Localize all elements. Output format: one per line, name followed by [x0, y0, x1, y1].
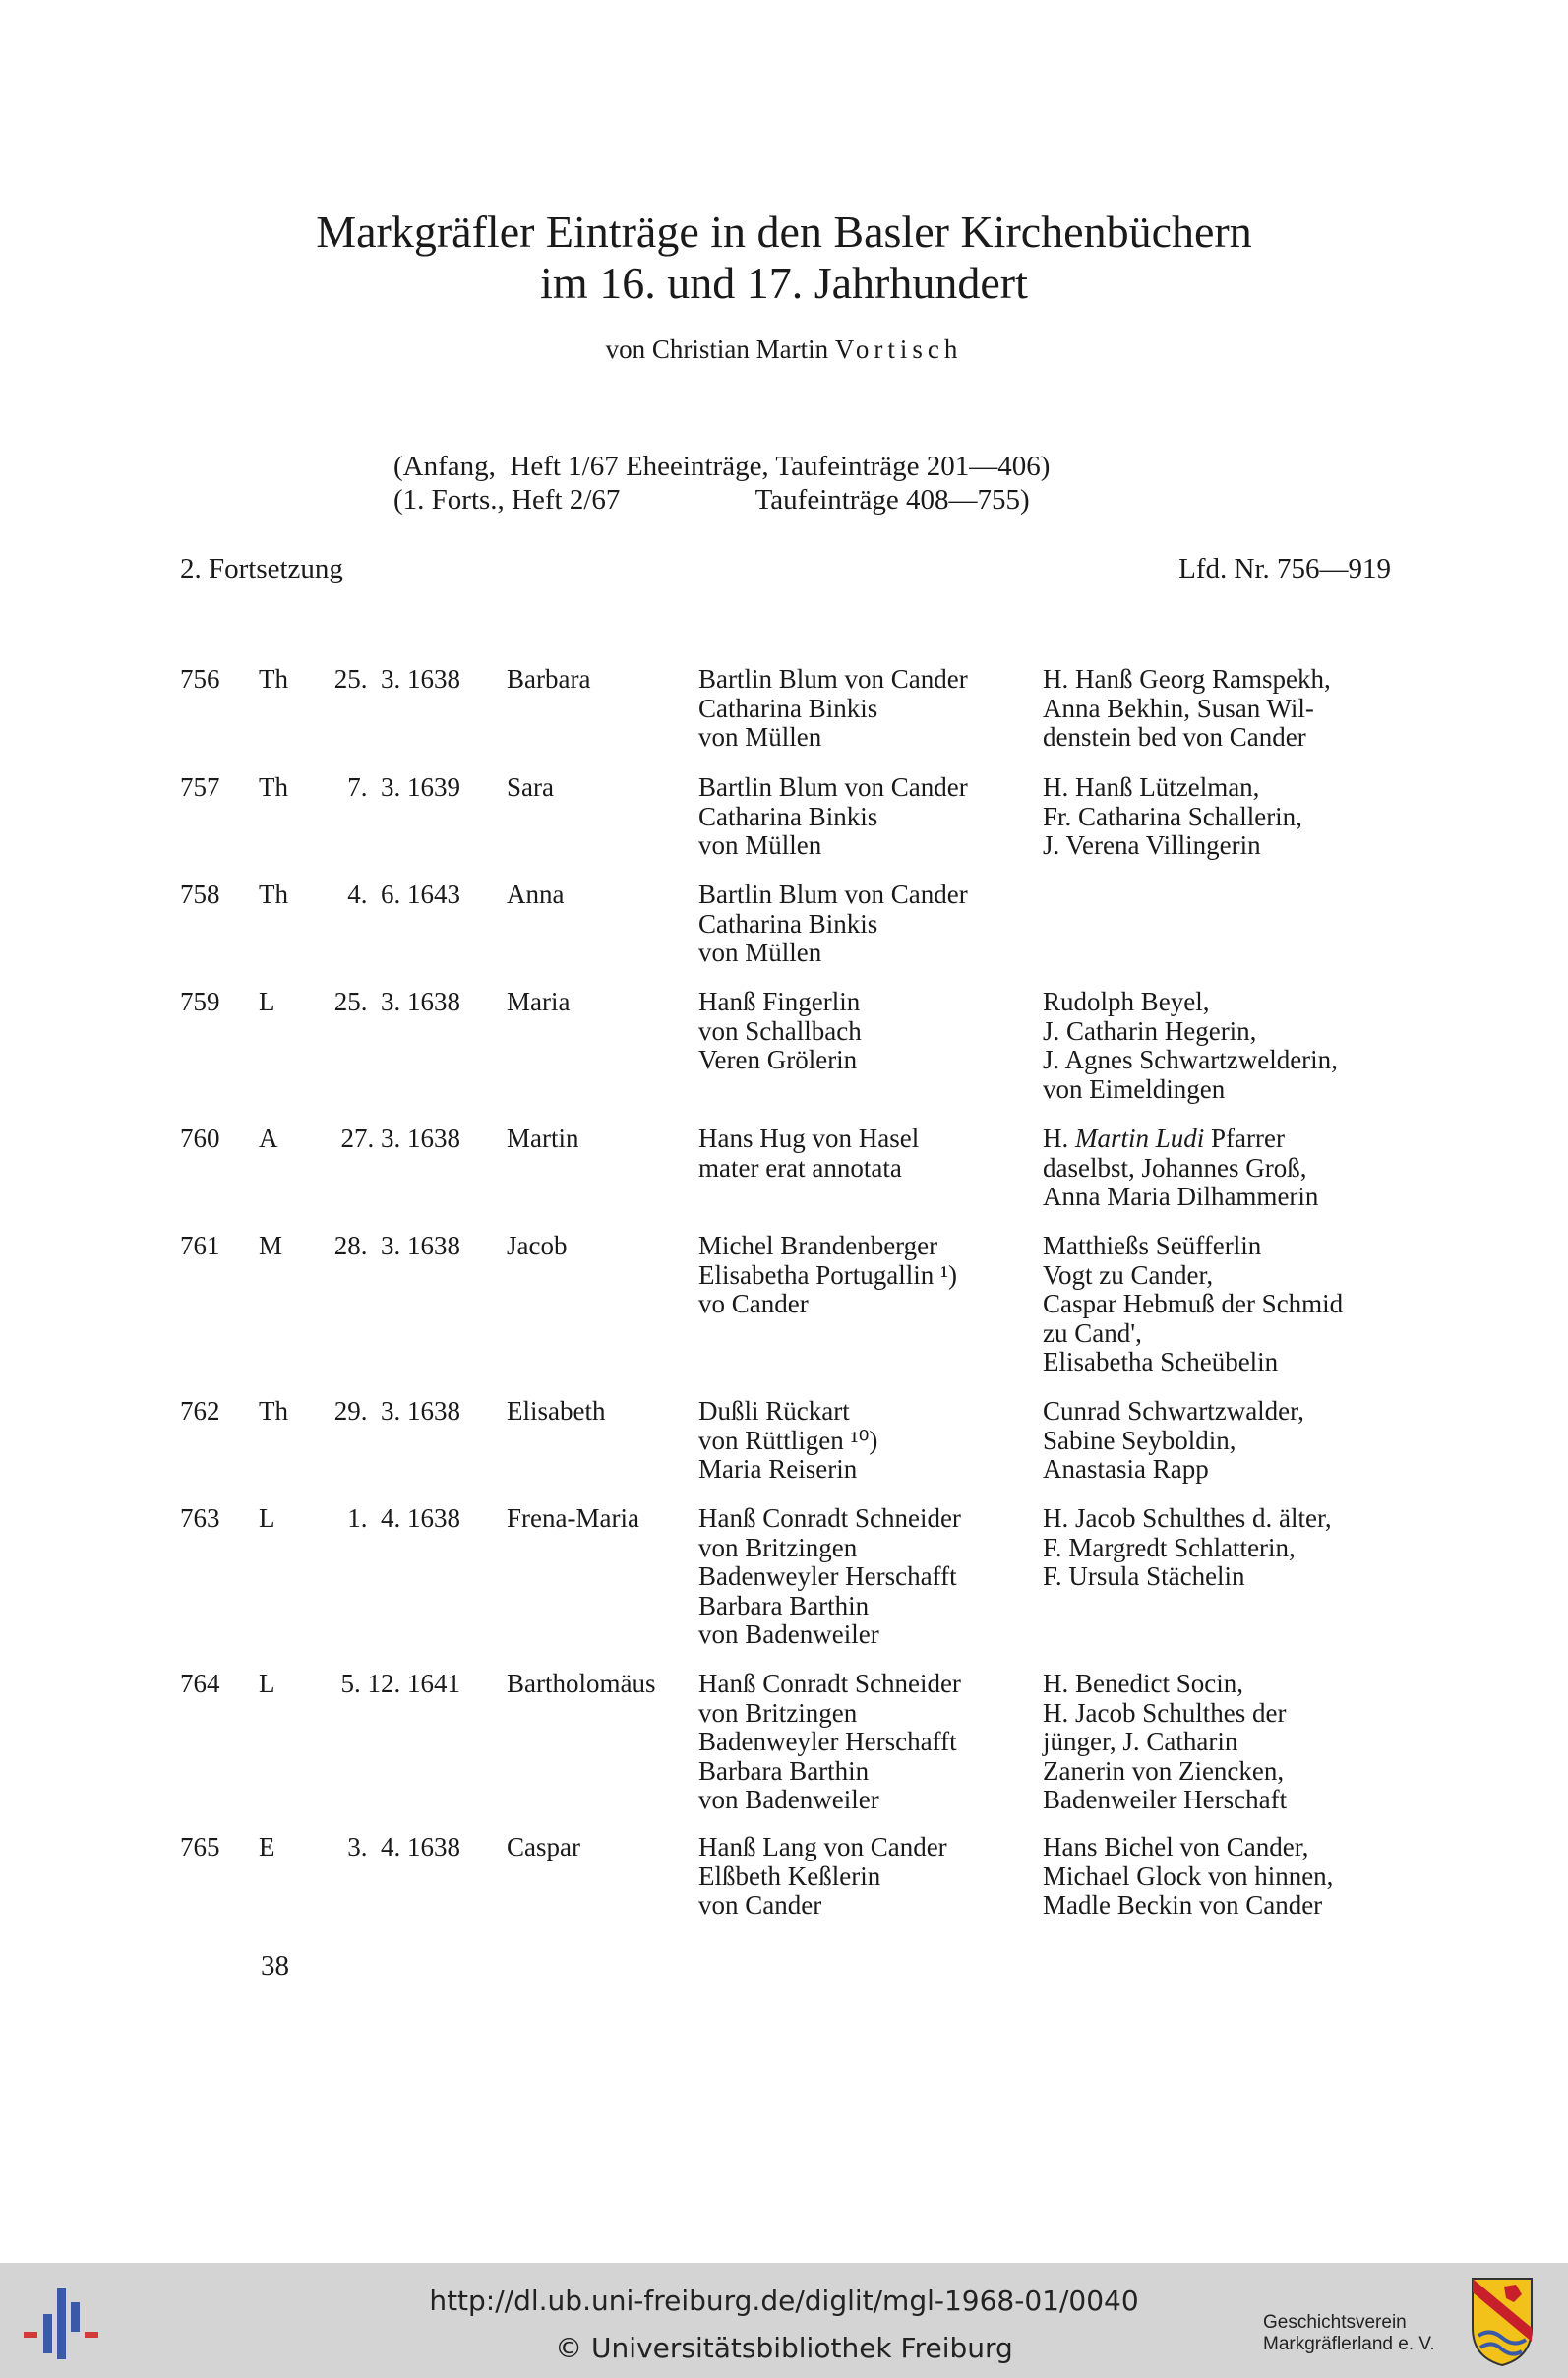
godparent-line: von Eimeldingen: [1043, 1073, 1226, 1104]
baptism-date: 3. 4. 1638: [347, 1832, 460, 1861]
godparent-line: daselbst, Johannes Groß,: [1043, 1152, 1307, 1183]
parent-line: mater erat annotata: [698, 1152, 902, 1183]
parent-line: Badenweyler Herschafft: [698, 1561, 957, 1591]
parents: [698, 1670, 961, 1815]
section-label: 2. Fortsetzung: [180, 553, 343, 584]
baptism-date: 25. 3. 1638: [333, 664, 460, 694]
godparent-line: Caspar Hebmuß der Schmid: [1043, 1289, 1344, 1318]
godparent-line: Sabine Seyboldin,: [1043, 1425, 1236, 1455]
parents: [698, 1504, 961, 1650]
godparent-line: F. Margredt Schlatterin,: [1043, 1532, 1296, 1562]
child-name: Jacob: [507, 1231, 568, 1260]
godparent-line: denstein bed von Cander: [1043, 722, 1306, 752]
godparent-line: zu Cand',: [1043, 1317, 1142, 1348]
parent-line: Catharina Binkis: [698, 801, 878, 831]
godparent-line: Matthießs Seüfferlin: [1043, 1231, 1262, 1260]
godparent-line: H. Jacob Schulthes der: [1043, 1697, 1287, 1728]
entry-number: 760: [180, 1124, 220, 1153]
godparent-line: J. Catharin Hegerin,: [1043, 1015, 1257, 1046]
entry-number: 759: [180, 987, 220, 1016]
parent-line: Hanß Lang von Cander: [698, 1832, 947, 1861]
child-name: Frena-Maria: [507, 1503, 639, 1533]
parent-line: Badenweyler Herschafft: [698, 1727, 957, 1756]
child-name: Barbara: [507, 664, 591, 694]
footer-url[interactable]: http://dl.ub.uni-freiburg.de/diglit/mgl-1968-01/0040: [429, 2285, 1139, 2317]
parents: [698, 665, 968, 753]
godparent-line: Zanerin von Ziencken,: [1043, 1755, 1285, 1786]
parent-line: vo Cander: [698, 1289, 809, 1318]
entry-number: 765: [180, 1832, 220, 1861]
parent-line: Bartlin Blum von Cander: [698, 880, 968, 909]
parents: [698, 1397, 877, 1485]
org-line-2: Markgräflerland e. V.: [1263, 2334, 1435, 2354]
parent-line: Bartlin Blum von Cander: [698, 772, 968, 802]
godparents: [1043, 1670, 1287, 1815]
parents: [698, 881, 968, 968]
godparent-line: H. Hanß Lützelman,: [1043, 772, 1260, 802]
godparent-line: Badenweiler Herschaft: [1043, 1785, 1288, 1814]
entry-number: 762: [180, 1396, 220, 1426]
page-number: 38: [261, 1950, 289, 1982]
church-code: Th: [259, 880, 288, 909]
parents: [698, 1125, 919, 1183]
child-name: Bartholomäus: [507, 1669, 656, 1698]
org-line-1: Geschichtsverein: [1263, 2312, 1407, 2333]
child-name: Anna: [507, 880, 565, 909]
godparents: [1043, 1125, 1318, 1212]
church-code: Th: [259, 1396, 288, 1426]
entry-number: 756: [180, 664, 220, 694]
baptism-date: 4. 6. 1643: [347, 880, 460, 909]
parent-line: Elisabetha Portugallin ¹): [698, 1259, 958, 1290]
parent-line: Michel Brandenberger: [698, 1231, 938, 1260]
godparents: [1043, 1833, 1333, 1921]
entry-number: 763: [180, 1503, 220, 1533]
reference-line-2: (1. Forts., Heft 2/67 Taufeinträge 408—755): [393, 484, 1030, 516]
church-code: M: [259, 1231, 283, 1260]
godparent-line: Anna Maria Dilhammerin: [1043, 1182, 1319, 1211]
godparents: [1043, 1232, 1343, 1377]
parent-line: Maria Reiserin: [698, 1454, 858, 1484]
parent-line: Bartlin Blum von Cander: [698, 664, 968, 694]
entry-number: 757: [180, 772, 220, 802]
church-code: Th: [259, 772, 288, 802]
article-title-line2: im 16. und 17. Jahrhundert: [540, 258, 1028, 308]
parents: [698, 988, 862, 1075]
parent-line: Barbara Barthin: [698, 1590, 870, 1620]
baptism-date: 5. 12. 1641: [340, 1669, 460, 1698]
church-code: L: [259, 1669, 275, 1698]
child-name: Elisabeth: [507, 1396, 606, 1426]
godparent-line: Fr. Catharina Schallerin,: [1043, 801, 1302, 831]
entry-number: 761: [180, 1231, 220, 1260]
godparent-line: Cunrad Schwartzwalder,: [1043, 1396, 1304, 1426]
footer-organization: [1263, 2312, 1435, 2355]
church-code: A: [259, 1124, 278, 1153]
godparents: [1043, 988, 1338, 1104]
godparent-line: Anastasia Rapp: [1043, 1454, 1209, 1484]
church-code: Th: [259, 664, 288, 694]
church-code: E: [259, 1832, 275, 1861]
parent-line: Hanß Fingerlin: [698, 987, 861, 1016]
godparent-line: H. Benedict Socin,: [1043, 1669, 1243, 1698]
baptism-date: 28. 3. 1638: [333, 1231, 460, 1260]
godparent-line: Madle Beckin von Cander: [1043, 1890, 1323, 1920]
godparent-line: Hans Bichel von Cander,: [1043, 1832, 1309, 1861]
parent-line: Barbara Barthin: [698, 1755, 870, 1786]
godparent-line: H. Hanß Georg Ramspekh,: [1043, 664, 1331, 694]
parent-line: Hanß Conradt Schneider: [698, 1669, 961, 1698]
parent-line: von Rüttligen ¹⁰): [698, 1425, 878, 1455]
parent-line: Hans Hug von Hasel: [698, 1124, 920, 1153]
parent-line: Elßbeth Keßlerin: [698, 1860, 881, 1891]
coat-of-arms-icon: [1471, 2277, 1534, 2367]
parents: [698, 1833, 947, 1921]
child-name: Sara: [507, 772, 554, 802]
baptism-date: 29. 3. 1638: [333, 1396, 460, 1426]
godparent-line: Vogt zu Cander,: [1043, 1259, 1214, 1290]
church-code: L: [259, 1503, 275, 1533]
entry-number: 758: [180, 880, 220, 909]
parent-line: von Müllen: [698, 830, 822, 860]
parents: [698, 773, 968, 861]
godparent-line: H. Martin Ludi Pfarrer: [1043, 1124, 1285, 1153]
byline-author: Vortisch: [834, 335, 963, 364]
godparents: [1043, 665, 1331, 753]
parent-line: von Cander: [698, 1890, 822, 1920]
parent-line: Veren Grölerin: [698, 1045, 858, 1074]
baptism-date: 27. 3. 1638: [340, 1124, 460, 1153]
godparent-line: F. Ursula Stächelin: [1043, 1561, 1245, 1591]
parent-line: Dußli Rückart: [698, 1396, 850, 1426]
church-code: L: [259, 987, 275, 1016]
parent-line: von Badenweiler: [698, 1619, 879, 1649]
parent-line: von Britzingen: [698, 1532, 858, 1562]
parent-line: Catharina Binkis: [698, 693, 878, 723]
byline: [0, 335, 1568, 365]
parent-line: von Badenweiler: [698, 1785, 879, 1814]
parent-line: Hanß Conradt Schneider: [698, 1503, 961, 1533]
godparent-line: H. Jacob Schulthes d. älter,: [1043, 1503, 1332, 1533]
child-name: Martin: [507, 1124, 579, 1153]
godparent-line: J. Verena Villingerin: [1043, 830, 1261, 860]
parent-line: von Müllen: [698, 722, 822, 752]
godparent-line: jünger, J. Catharin: [1043, 1727, 1238, 1756]
godparents: [1043, 1397, 1304, 1485]
child-name: Caspar: [507, 1832, 580, 1861]
footer-bar: [0, 2263, 1568, 2378]
parent-line: von Schallbach: [698, 1015, 862, 1046]
baptism-date: 7. 3. 1639: [347, 772, 460, 802]
reference-line-1: (Anfang, Heft 1/67 Eheeinträge, Taufeinträge 201—406): [393, 451, 1051, 482]
byline-prefix: von Christian Martin: [605, 335, 829, 364]
parent-line: Catharina Binkis: [698, 908, 878, 939]
article-title-line1: Markgräfler Einträge in den Basler Kirchenbüchern: [316, 207, 1252, 257]
baptism-date: 1. 4. 1638: [347, 1503, 460, 1533]
baptism-date: 25. 3. 1638: [333, 987, 460, 1016]
parents: [698, 1232, 957, 1319]
child-name: Maria: [507, 987, 571, 1016]
parent-line: von Britzingen: [698, 1697, 858, 1728]
godparent-line: Elisabetha Scheübelin: [1043, 1347, 1279, 1376]
godparent-line: Rudolph Beyel,: [1043, 987, 1210, 1016]
godparents: [1043, 773, 1302, 861]
godparent-line: Anna Bekhin, Susan Wil-: [1043, 693, 1314, 723]
entry-range: Lfd. Nr. 756—919: [1178, 553, 1391, 584]
parent-line: von Müllen: [698, 938, 822, 967]
godparent-line: Michael Glock von hinnen,: [1043, 1860, 1334, 1891]
godparent-line: J. Agnes Schwartzwelderin,: [1043, 1045, 1338, 1074]
entry-number: 764: [180, 1669, 220, 1698]
godparents: [1043, 1504, 1332, 1592]
footer-copyright: © Universitätsbibliothek Freiburg: [555, 2332, 1013, 2364]
